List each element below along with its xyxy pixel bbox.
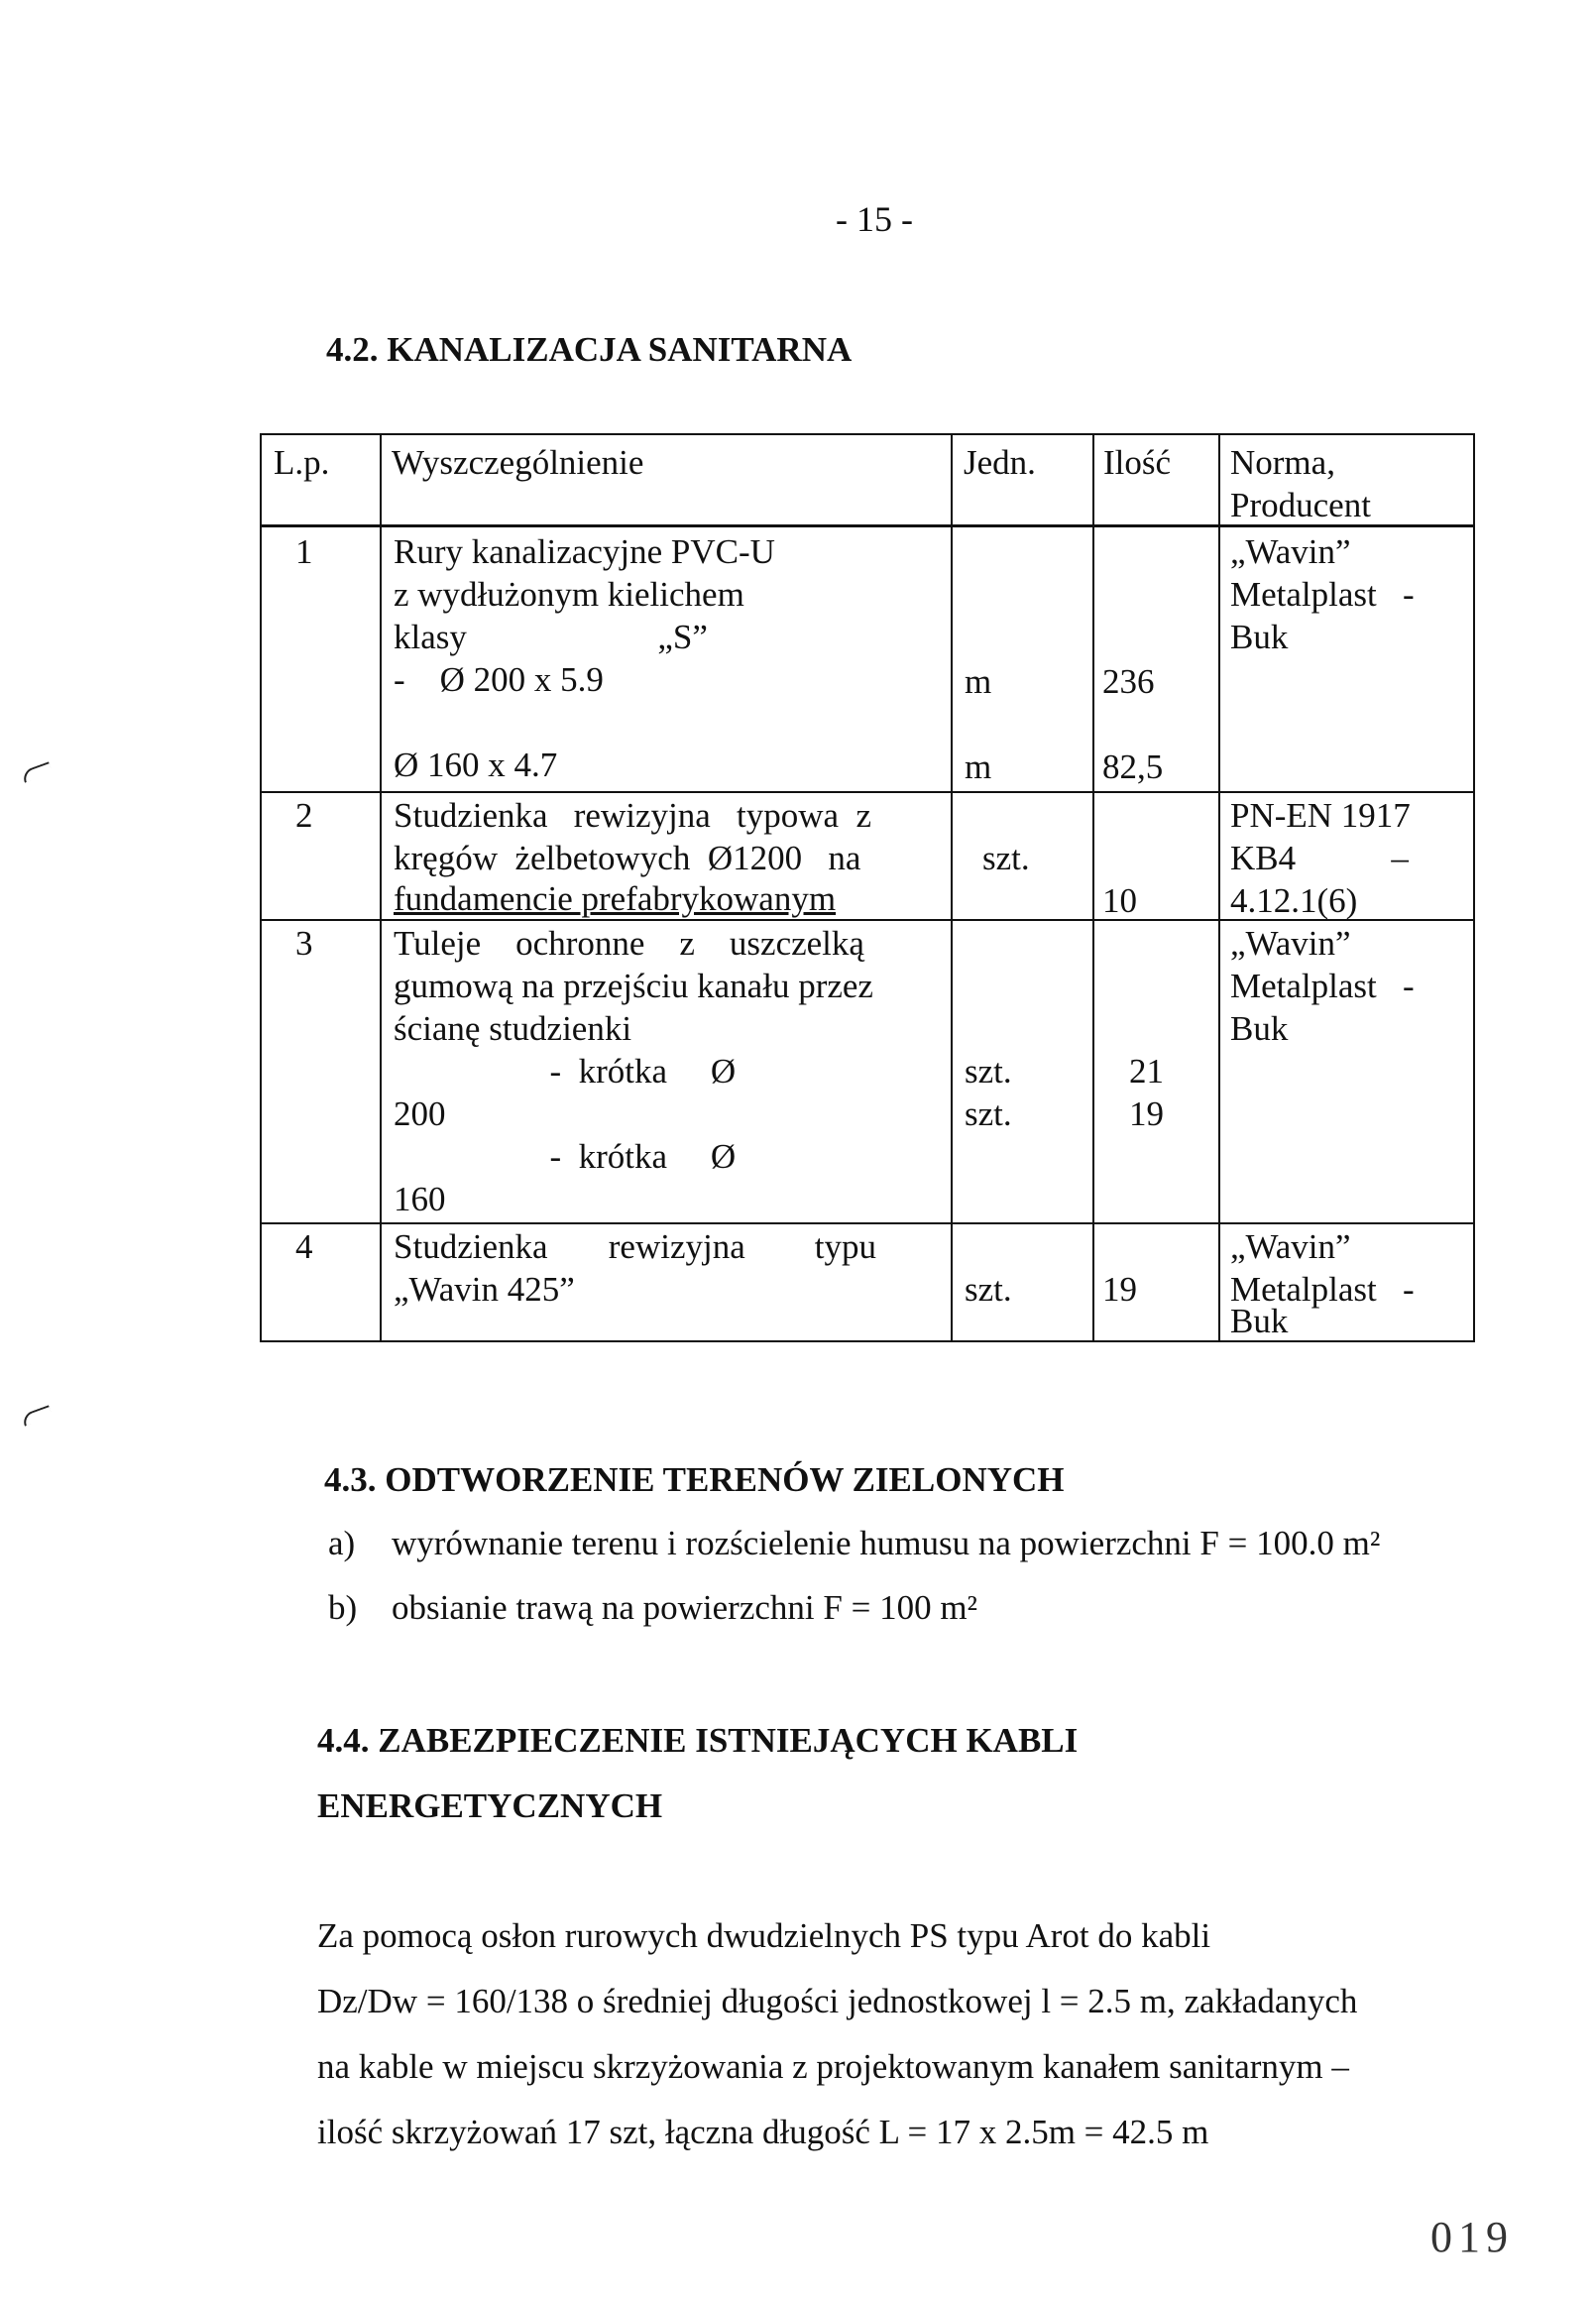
row4-norm-line2: Metalplast - <box>1230 1270 1415 1309</box>
col-sep-2 <box>951 433 953 1342</box>
row2-unit: szt. <box>982 839 1030 877</box>
row2-norm-line2: KB4 – <box>1230 839 1409 877</box>
header-unit: Jedn. <box>964 443 1036 482</box>
row1-desc-line4: - Ø 200 x 5.9 <box>394 660 604 699</box>
list-marker-b: b) <box>328 1588 358 1627</box>
row3-desc-line5: 200 <box>394 1094 446 1133</box>
row1-desc-line6: Ø 160 x 4.7 <box>394 746 558 784</box>
row3-qty-2: 19 <box>1129 1094 1164 1133</box>
table-border-right <box>1473 433 1475 1342</box>
row3-desc-line4: - krótka Ø <box>394 1052 737 1091</box>
row1-qty-2: 82,5 <box>1102 747 1164 786</box>
header-quantity: Ilość <box>1103 443 1172 482</box>
scan-mark <box>21 1405 53 1427</box>
section-4-2-title: 4.2. KANALIZACJA SANITARNA <box>326 330 853 369</box>
row3-desc-line3: ścianę studzienki <box>394 1009 632 1048</box>
header-description: Wyszczególnienie <box>392 443 644 482</box>
row-sep-3 <box>260 1222 1475 1224</box>
page-stamp-number: 019 <box>1430 2213 1514 2261</box>
row2-desc-line1: Studzienka rewizyjna typowa z <box>394 796 872 835</box>
row3-lp: 3 <box>295 924 313 963</box>
row3-unit-2: szt. <box>965 1094 1012 1133</box>
paragraph-line1: Za pomocą osłon rurowych dwudzielnych PS typu Arot do kabli <box>317 1916 1211 1955</box>
row1-desc-line3: klasy „S” <box>394 618 708 656</box>
row3-norm-line3: Buk <box>1230 1009 1289 1048</box>
col-sep-1 <box>380 433 382 1342</box>
row2-qty: 10 <box>1102 881 1137 920</box>
list-item-b: obsianie trawą na powierzchni F = 100 m² <box>392 1588 978 1627</box>
row2-desc-line2: kręgów żelbetowych Ø1200 na <box>394 839 861 877</box>
section-4-4-title-line1: 4.4. ZABEZPIECZENIE ISTNIEJĄCYCH KABLI <box>317 1721 1079 1760</box>
row1-unit-2: m <box>965 747 992 786</box>
materials-table <box>260 433 1475 1342</box>
row3-desc-line1: Tuleje ochronne z uszczelką <box>394 924 864 963</box>
row1-norm-line1: „Wavin” <box>1230 532 1351 571</box>
row3-desc-line7: 160 <box>394 1180 446 1218</box>
row3-unit-1: szt. <box>965 1052 1012 1091</box>
row3-norm-line2: Metalplast - <box>1230 967 1415 1005</box>
row1-norm-line2: Metalplast - <box>1230 575 1415 614</box>
paragraph-line3: na kable w miejscu skrzyżowania z projektowanym kanałem sanitarnym – <box>317 2047 1349 2086</box>
row1-desc-line1: Rury kanalizacyjne PVC-U <box>394 532 775 571</box>
paragraph-line4: ilość skrzyżowań 17 szt, łączna długość L = 17 x 2.5m = 42.5 m <box>317 2113 1209 2151</box>
row1-unit-1: m <box>965 662 992 701</box>
row4-norm-line1: „Wavin” <box>1230 1227 1351 1266</box>
row4-norm-line3: Buk <box>1230 1302 1289 1340</box>
row3-desc-line2: gumową na przejściu kanału przez <box>394 967 873 1005</box>
row2-norm-line3: 4.12.1(6) <box>1230 881 1358 920</box>
col-sep-4 <box>1218 433 1220 1342</box>
row2-lp: 2 <box>295 796 313 835</box>
row1-qty-1: 236 <box>1102 662 1155 701</box>
col-sep-3 <box>1092 433 1094 1342</box>
row3-desc-line6: - krótka Ø <box>394 1137 737 1176</box>
table-border-left <box>260 433 262 1342</box>
list-marker-a: a) <box>328 1524 356 1562</box>
table-border-top <box>260 433 1475 435</box>
row2-norm-line1: PN-EN 1917 <box>1230 796 1411 835</box>
row3-qty-1: 21 <box>1129 1052 1164 1091</box>
row2-desc-line3: fundamencie prefabrykowanym <box>394 879 837 918</box>
row3-norm-line1: „Wavin” <box>1230 924 1351 963</box>
row1-norm-line3: Buk <box>1230 618 1289 656</box>
row1-lp: 1 <box>295 532 313 571</box>
header-norm-line1: Norma, <box>1230 443 1335 482</box>
table-border-bottom <box>260 1340 1475 1342</box>
header-norm-line2: Producent <box>1230 486 1371 524</box>
row4-desc-line2: „Wavin 425” <box>394 1270 575 1309</box>
page-number: - 15 - <box>836 199 913 239</box>
paragraph-line2: Dz/Dw = 160/138 o średniej długości jednostkowej l = 2.5 m, zakładanych <box>317 1982 1358 2020</box>
section-4-3-title: 4.3. ODTWORZENIE TERENÓW ZIELONYCH <box>324 1460 1065 1499</box>
row1-desc-line2: z wydłużonym kielichem <box>394 575 744 614</box>
scan-mark <box>21 761 53 783</box>
header-lp: L.p. <box>274 443 330 482</box>
row4-unit: szt. <box>965 1270 1012 1309</box>
row-sep-1 <box>260 791 1475 793</box>
row4-lp: 4 <box>295 1227 313 1266</box>
row4-desc-line1: Studzienka rewizyjna typu <box>394 1227 876 1266</box>
row4-qty: 19 <box>1102 1270 1137 1309</box>
list-item-a: wyrównanie terenu i rozścielenie humusu na powierzchni F = 100.0 m² <box>392 1524 1381 1562</box>
section-4-4-title-line2: ENERGETYCZNYCH <box>317 1786 663 1825</box>
